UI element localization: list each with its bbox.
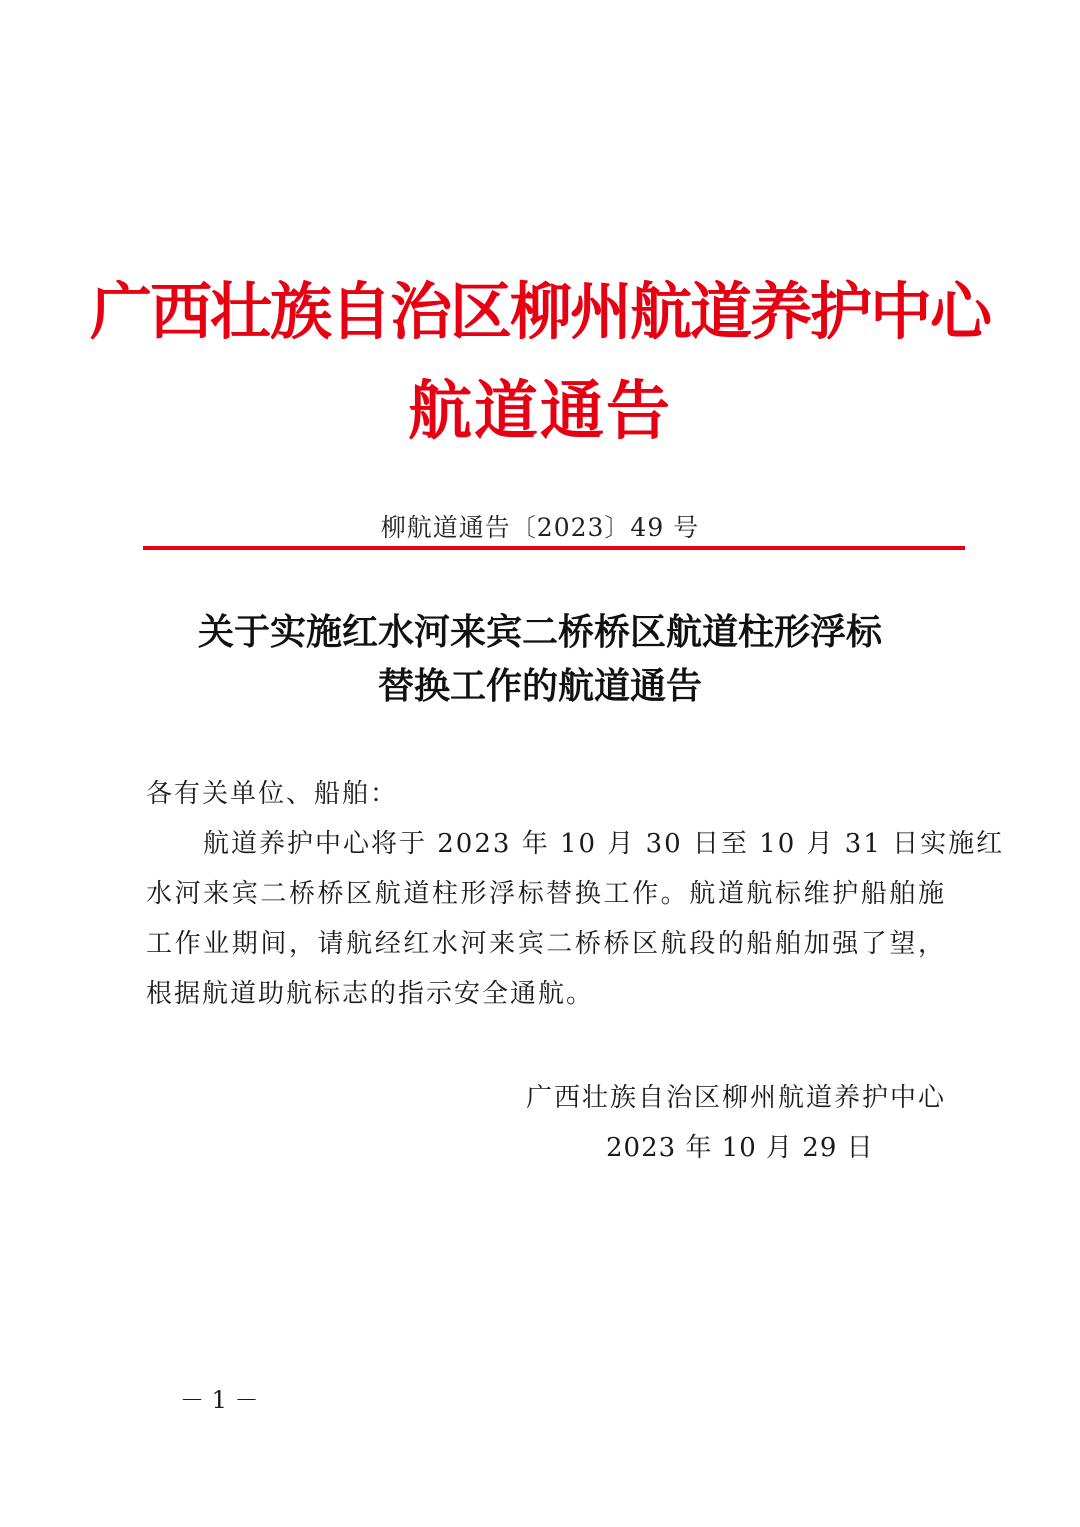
body-paragraph-line: 根据航道助航标志的指示安全通航。 — [146, 979, 595, 1009]
page-number: － 1 － — [180, 1386, 259, 1414]
body-paragraph-line: 水河来宾二桥桥区航道柱形浮标替换工作。航道航标维护船舶施 — [146, 879, 946, 909]
signature-organization: 广西壮族自治区柳州航道养护中心 — [525, 1083, 946, 1113]
document-type-title: 航道通告 — [408, 374, 672, 449]
issuing-organization-title: 广西壮族自治区柳州航道养护中心 — [89, 275, 990, 348]
notice-title-line-1: 关于实施红水河来宾二桥桥区航道柱形浮标 — [197, 611, 882, 653]
red-divider-rule — [143, 546, 965, 550]
signature-date: 2023 年 10 月 29 日 — [606, 1133, 874, 1163]
notice-title-line-2: 替换工作的航道通告 — [377, 665, 702, 707]
body-paragraph-line: 工作业期间，请航经红水河来宾二桥桥区航段的船舶加强了望， — [146, 929, 946, 959]
body-paragraph-line: 航道养护中心将于 2023 年 10 月 30 日至 10 月 31 日实施红 — [203, 829, 1005, 859]
document-number: 柳航道通告〔2023〕49 号 — [380, 513, 700, 542]
salutation: 各有关单位、船舶： — [146, 779, 399, 809]
